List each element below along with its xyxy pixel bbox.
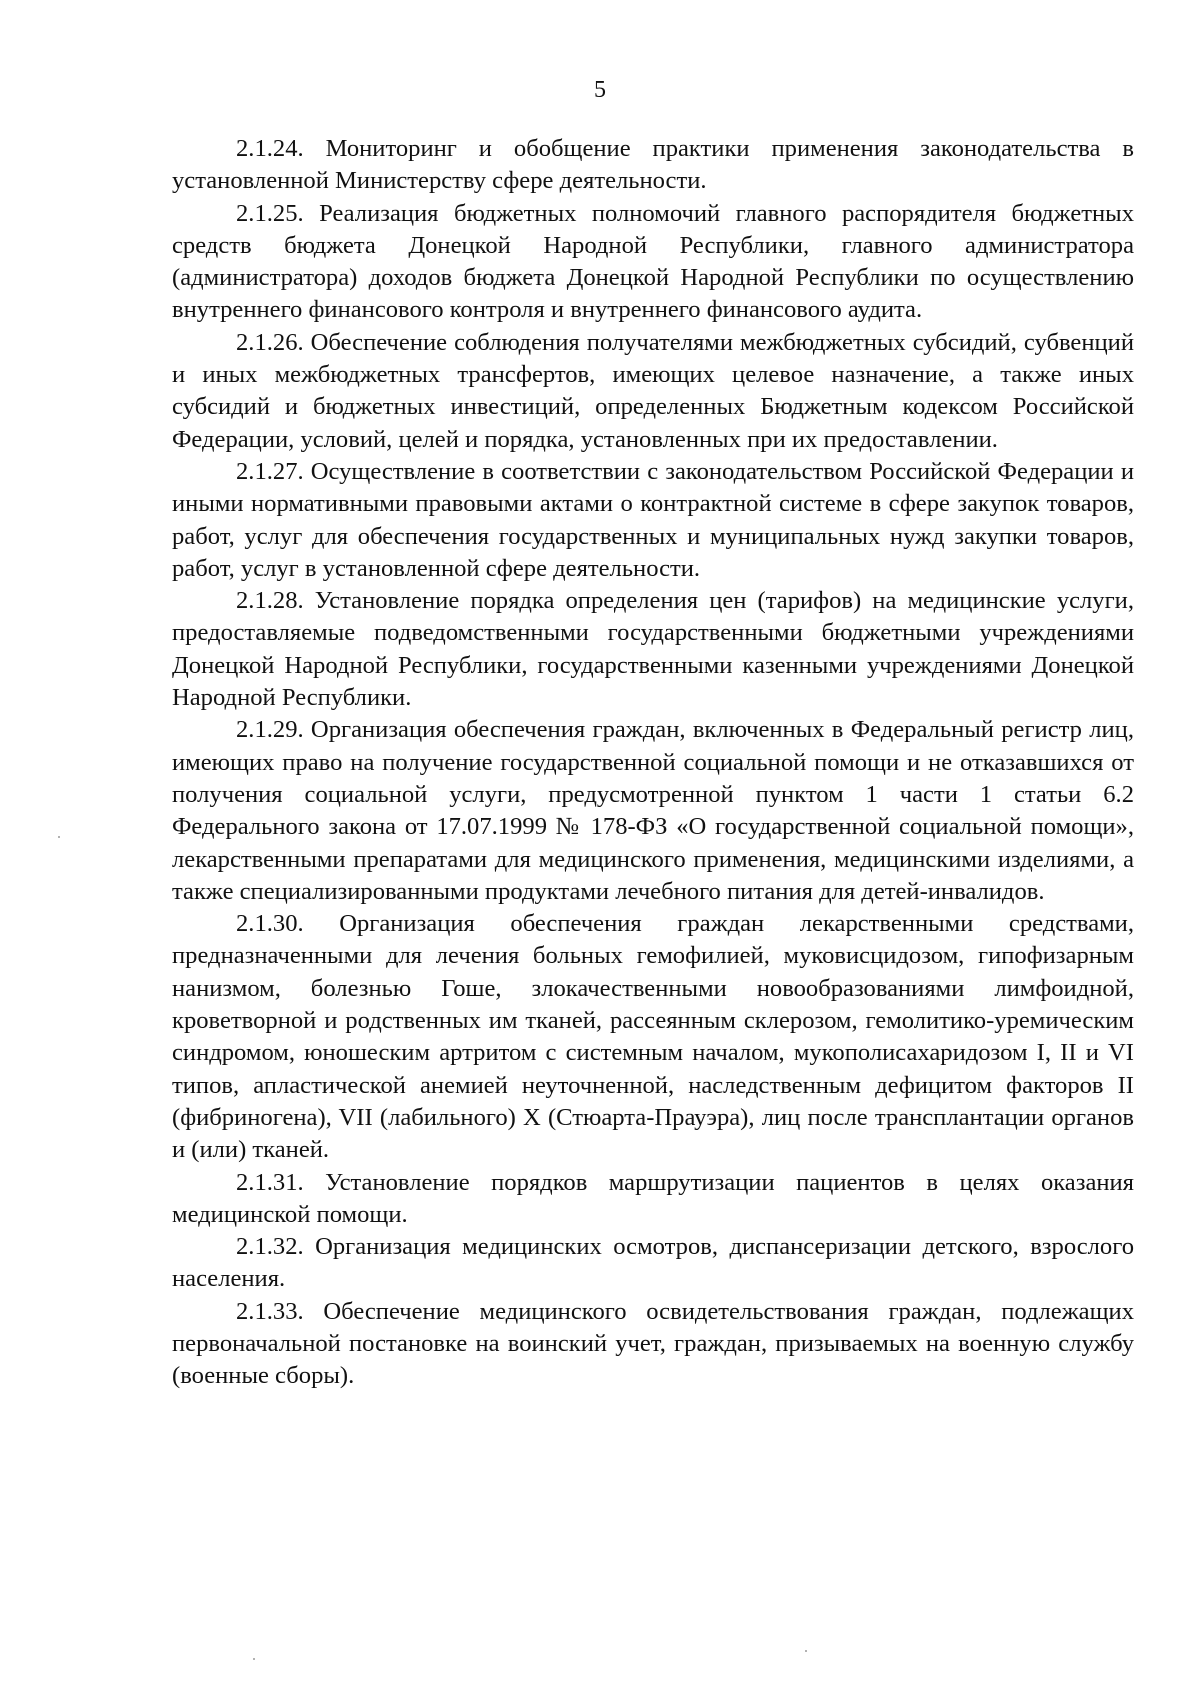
document-body: [172, 133, 1134, 1393]
paragraph-2-1-24: 2.1.24. Мониторинг и обобщение практики применения законодательства в установленной Министерству сфере деятельности.: [172, 135, 1134, 195]
paragraph-2-1-29: 2.1.29. Организация обеспечения граждан, включенных в Федеральный регистр лиц, имеющих право на получение государственной социальной помощи и не отказавшихся от получения социальной услуги, предусмотренной пунктом 1 части 1 статьи 6.2 Федерального закона от 17.07.1999 № 178-ФЗ «О государственной социальной помощи», лекарственными препаратами для медицинского применения, медицинскими изделиями, а также специализированными продуктами лечебного питания для детей-инвалидов.: [172, 716, 1134, 905]
scan-artifact: [805, 1650, 807, 1652]
scan-artifact: [253, 1658, 255, 1660]
paragraph-2-1-33: 2.1.33. Обеспечение медицинского освидетельствования граждан, подлежащих первоначальной постановке на воинский учет, граждан, призываемых на военную службу (военные сборы).: [172, 1297, 1134, 1390]
paragraph-2-1-30: 2.1.30. Организация обеспечения граждан лекарственными средствами, предназначенными для лечения больных гемофилией, муковисцидозом, гипофизарным нанизмом, болезнью Гоше, злокачественными новообразованиями лимфоидной, кроветворной и родственных им тканей, рассеянным склерозом, гемолитико-уремическим синдромом, юношеским артритом с системным началом, мукополисахаридозом I, II и VI типов, апластической анемией неуточненной, наследственным дефицитом факторов II (фибриногена), VII (лабильного) X (Стюарта-Прауэра), лиц после трансплантации органов и (или) тканей.: [172, 910, 1134, 1164]
paragraph-2-1-26: 2.1.26. Обеспечение соблюдения получателями межбюджетных субсидий, субвенций и иных межбюджетных трансфертов, имеющих целевое назначение, а также иных субсидий и бюджетных инвестиций, определенных Бюджетным кодексом Российской Федерации, условий, целей и порядка, установленных при их предоставлении.: [172, 328, 1134, 453]
scan-artifact: [58, 836, 60, 838]
page-number: 5: [594, 77, 606, 103]
paragraph-2-1-32: 2.1.32. Организация медицинских осмотров, диспансеризации детского, взрослого населения.: [172, 1233, 1134, 1293]
paragraph-2-1-27: 2.1.27. Осуществление в соответствии с законодательством Российской Федерации и иными нормативными правовыми актами о контрактной системе в сфере закупок товаров, работ, услуг для обеспечения государственных и муниципальных нужд закупки товаров, работ, услуг в установленной сфере деятельности.: [172, 457, 1134, 582]
paragraph-2-1-31: 2.1.31. Установление порядков маршрутизации пациентов в целях оказания медицинской помощи.: [172, 1168, 1134, 1228]
paragraph-2-1-25: 2.1.25. Реализация бюджетных полномочий главного распорядителя бюджетных средств бюджета Донецкой Народной Республики, главного администратора (администратора) доходов бюджета Донецкой Народной Республики по осуществлению внутреннего финансового контроля и внутреннего финансового аудита.: [172, 199, 1134, 324]
paragraph-2-1-28: 2.1.28. Установление порядка определения цен (тарифов) на медицинские услуги, предоставляемые подведомственными государственными бюджетными учреждениями Донецкой Народной Республики, государственными казенными учреждениями Донецкой Народной Республики.: [172, 587, 1134, 712]
